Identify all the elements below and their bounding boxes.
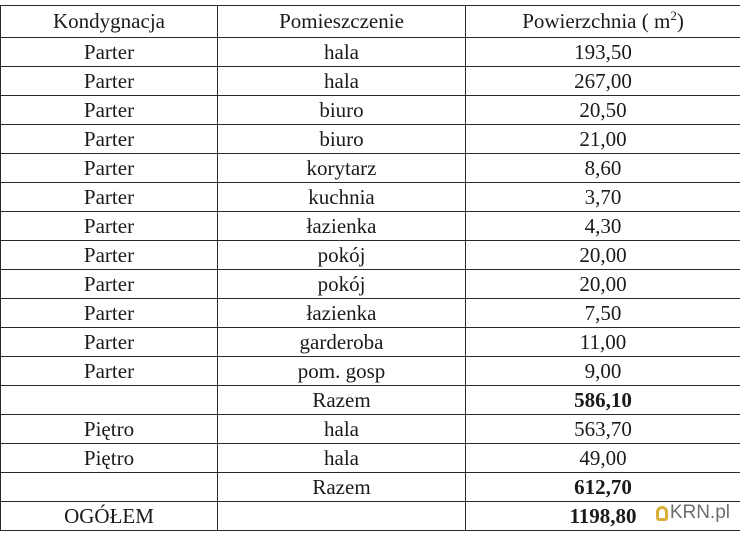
cell-room: hala — [218, 38, 466, 67]
table-row — [1, 473, 740, 502]
table-row — [1, 415, 740, 444]
cell-floor: Parter — [1, 67, 218, 96]
cell-room: pokój — [218, 241, 466, 270]
cell-room: biuro — [218, 125, 466, 154]
cell-area: 586,10 — [466, 386, 740, 415]
cell-room: pom. gosp — [218, 357, 466, 386]
table-row — [1, 357, 740, 386]
table-row — [1, 212, 740, 241]
cell-floor: OGÓŁEM — [1, 502, 218, 531]
cell-room: korytarz — [218, 154, 466, 183]
header-room: Pomieszczenie — [218, 6, 466, 38]
table-row — [1, 183, 740, 212]
cell-area: 8,60 — [466, 154, 740, 183]
cell-floor — [1, 386, 218, 415]
cell-floor: Parter — [1, 96, 218, 125]
cell-area: 1198,80 — [466, 502, 740, 531]
header-area-close: ) — [676, 9, 684, 33]
cell-area: 21,00 — [466, 125, 740, 154]
cell-room: Razem — [218, 473, 466, 502]
cell-floor: Parter — [1, 38, 218, 67]
table-row — [1, 270, 740, 299]
cell-room: biuro — [218, 96, 466, 125]
cell-area: 20,00 — [466, 241, 740, 270]
cell-area: 612,70 — [466, 473, 740, 502]
cell-room: łazienka — [218, 299, 466, 328]
cell-floor: Parter — [1, 125, 218, 154]
cell-room: kuchnia — [218, 183, 466, 212]
cell-area: 49,00 — [466, 444, 740, 473]
table-row — [1, 241, 740, 270]
cell-room: łazienka — [218, 212, 466, 241]
cell-room: hala — [218, 67, 466, 96]
table-row — [1, 96, 740, 125]
table-row — [1, 299, 740, 328]
table-row — [1, 38, 740, 67]
cell-area: 9,00 — [466, 357, 740, 386]
cell-floor — [1, 473, 218, 502]
cell-room: garderoba — [218, 328, 466, 357]
cell-floor: Parter — [1, 241, 218, 270]
header-area-label: Powierzchnia ( m — [522, 9, 671, 33]
cell-room: hala — [218, 415, 466, 444]
area-table — [0, 5, 740, 531]
watermark — [656, 502, 730, 524]
cell-floor: Parter — [1, 154, 218, 183]
header-floor: Kondygnacja — [1, 6, 218, 38]
cell-area: 11,00 — [466, 328, 740, 357]
cell-floor: Parter — [1, 328, 218, 357]
cell-floor: Parter — [1, 183, 218, 212]
table-row — [1, 125, 740, 154]
header-area-unit-exponent: 2 — [670, 8, 677, 23]
header-area — [466, 6, 740, 38]
cell-area: 193,50 — [466, 38, 740, 67]
table-row — [1, 444, 740, 473]
house-icon — [656, 506, 668, 521]
cell-room: hala — [218, 444, 466, 473]
watermark-text: KRN.pl — [669, 502, 730, 523]
cell-area: 20,00 — [466, 270, 740, 299]
table-row — [1, 154, 740, 183]
table-row — [1, 328, 740, 357]
cell-floor: Piętro — [1, 415, 218, 444]
cell-room: pokój — [218, 270, 466, 299]
cell-area: 4,30 — [466, 212, 740, 241]
cell-floor: Parter — [1, 212, 218, 241]
cell-area: 7,50 — [466, 299, 740, 328]
table-header-row — [1, 6, 740, 38]
cell-area: 563,70 — [466, 415, 740, 444]
cell-room: Razem — [218, 386, 466, 415]
table-row — [1, 386, 740, 415]
table-row — [1, 502, 740, 531]
table-body — [1, 38, 740, 531]
cell-room — [218, 502, 466, 531]
cell-floor: Piętro — [1, 444, 218, 473]
cell-area: 20,50 — [466, 96, 740, 125]
cell-floor: Parter — [1, 270, 218, 299]
cell-floor: Parter — [1, 357, 218, 386]
cell-floor: Parter — [1, 299, 218, 328]
cell-area: 267,00 — [466, 67, 740, 96]
table-row — [1, 67, 740, 96]
cell-area: 3,70 — [466, 183, 740, 212]
